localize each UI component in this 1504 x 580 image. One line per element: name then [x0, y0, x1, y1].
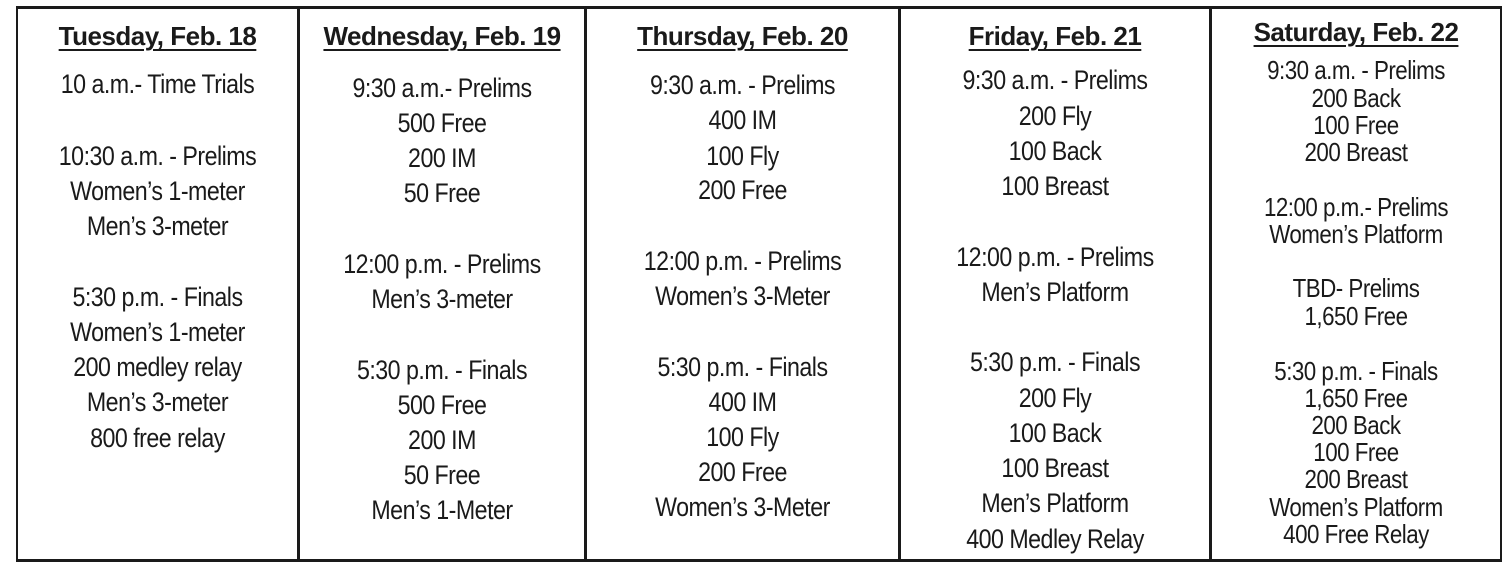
- schedule-line: 100 Back: [1008, 136, 1102, 166]
- schedule-line: 200 medley relay: [73, 352, 242, 382]
- schedule-line: Women’s 1-meter: [70, 176, 245, 206]
- schedule-line: 12:00 p.m.- Prelims: [1263, 192, 1449, 222]
- day-header: Saturday, Feb. 22: [1253, 17, 1459, 47]
- schedule-line: 100 Free: [1313, 437, 1399, 467]
- schedule-line: 200 Free: [698, 175, 787, 205]
- schedule-line: Women’s Platform: [1269, 492, 1443, 522]
- schedule-line: Men’s 3-meter: [86, 387, 229, 417]
- schedule-line: 400 Free Relay: [1283, 519, 1429, 549]
- day-column-friday: [901, 9, 1212, 559]
- schedule-line: 100 Breast: [1001, 171, 1109, 201]
- schedule-line: TBD- Prelims: [1292, 273, 1420, 303]
- schedule-line: 1,650 Free: [1304, 301, 1408, 331]
- schedule-line: 12:00 p.m. - Prelims: [343, 249, 541, 279]
- schedule-line: 1,650 Free: [1304, 383, 1408, 413]
- schedule-line: 100 Fly: [706, 141, 779, 171]
- schedule-line: 9:30 a.m. - Prelims: [962, 65, 1148, 95]
- schedule-line: 200 Breast: [1304, 137, 1408, 167]
- schedule-line: 200 Free: [698, 457, 787, 487]
- schedule-line: 200 IM: [408, 143, 476, 173]
- schedule-line: 5:30 p.m. - Finals: [657, 352, 828, 382]
- schedule-line: Men’s Platform: [981, 488, 1129, 518]
- schedule-line: 12:00 p.m. - Prelims: [643, 246, 842, 276]
- day-header: Wednesday, Feb. 19: [323, 21, 561, 51]
- schedule-line: 500 Free: [397, 108, 487, 138]
- schedule-line: 400 IM: [708, 105, 777, 135]
- schedule-line: 9:30 a.m. - Prelims: [649, 70, 836, 100]
- schedule-line: 100 Free: [1313, 110, 1399, 140]
- schedule-line: 50 Free: [403, 460, 481, 490]
- schedule-table: [16, 6, 1502, 562]
- schedule-line: Men’s 3-meter: [371, 284, 513, 314]
- schedule-line: 500 Free: [397, 390, 487, 420]
- schedule-line: 5:30 p.m. - Finals: [72, 282, 243, 312]
- schedule-line: 800 free relay: [90, 423, 225, 453]
- schedule-line: 100 Back: [1008, 418, 1102, 448]
- schedule-line: 50 Free: [403, 178, 481, 208]
- schedule-line: 9:30 a.m.- Prelims: [352, 73, 532, 103]
- schedule-line: 100 Fly: [706, 422, 779, 452]
- schedule-line: Women’s 1-meter: [70, 317, 245, 347]
- day-column-wednesday: [300, 9, 587, 559]
- schedule-line: 200 Back: [1311, 410, 1401, 440]
- schedule-line: 5:30 p.m. - Finals: [356, 355, 528, 385]
- schedule-line: 200 Fly: [1018, 383, 1092, 413]
- schedule-line: Men’s 1-Meter: [371, 495, 513, 525]
- schedule-line: Men’s Platform: [981, 277, 1129, 307]
- schedule-line: 200 Back: [1311, 83, 1401, 113]
- day-column-saturday: [1212, 9, 1500, 559]
- schedule-line: 200 Fly: [1018, 101, 1092, 131]
- schedule-line: 5:30 p.m. - Finals: [969, 347, 1141, 377]
- schedule-line: 400 IM: [708, 387, 777, 417]
- schedule-line: 400 Medley Relay: [966, 524, 1144, 554]
- schedule-line: 10 a.m.- Time Trials: [60, 69, 255, 99]
- schedule-line: 200 Breast: [1304, 464, 1408, 494]
- schedule-line: 9:30 a.m. - Prelims: [1267, 55, 1445, 85]
- day-column-tuesday: [18, 9, 300, 559]
- day-header: Thursday, Feb. 20: [637, 21, 848, 51]
- day-header: Tuesday, Feb. 18: [58, 21, 257, 51]
- schedule-line: Women’s Platform: [1269, 219, 1443, 249]
- schedule-line: 10:30 a.m. - Prelims: [58, 141, 257, 171]
- schedule-line: Women’s 3-Meter: [655, 281, 830, 311]
- day-column-thursday: [587, 9, 901, 559]
- schedule-line: 100 Breast: [1001, 453, 1109, 483]
- schedule-line: 200 IM: [408, 425, 476, 455]
- schedule-line: 5:30 p.m. - Finals: [1274, 356, 1438, 386]
- schedule-line: Men’s 3-meter: [86, 211, 229, 241]
- schedule-line: Women’s 3-Meter: [655, 492, 830, 522]
- schedule-line: 12:00 p.m. - Prelims: [956, 242, 1154, 272]
- day-header: Friday, Feb. 21: [968, 21, 1142, 51]
